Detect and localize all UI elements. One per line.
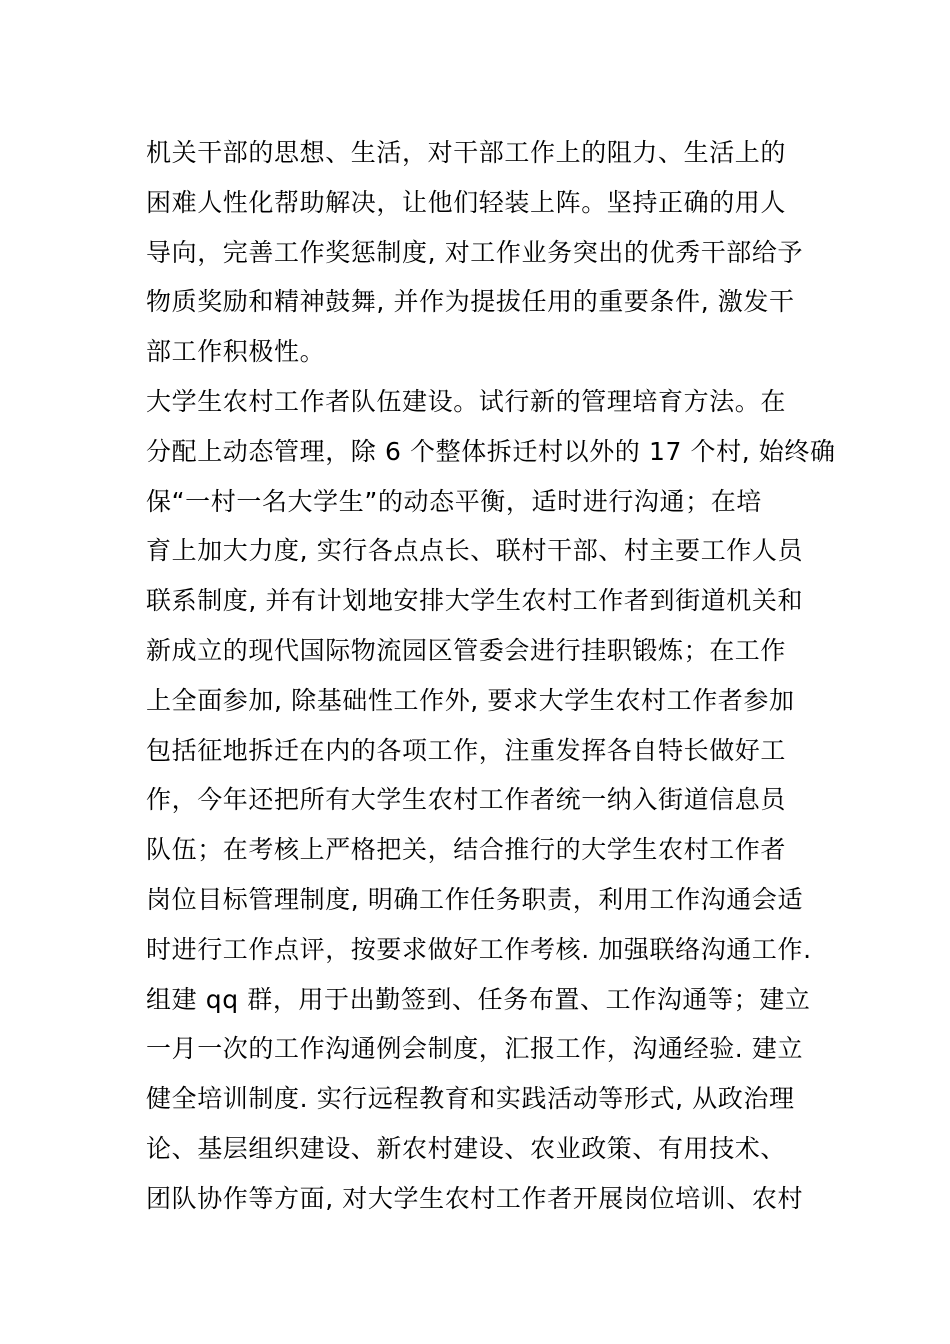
document-body — [146, 128, 836, 1224]
text-line: 育上加大力度, 实行各点点长、联村干部、村主要工作人员 — [146, 536, 804, 566]
text-line: 组建 qq 群，用于出勤签到、任务布置、工作沟通等；建立 — [146, 984, 811, 1014]
text-line: 时进行工作点评，按要求做好工作考核. 加强联络沟通工作. — [146, 934, 812, 964]
text-line: 一月一次的工作沟通例会制度，汇报工作，沟通经验. 建立 — [146, 1034, 804, 1064]
text-line: 困难人性化帮助解决，让他们轻装上阵。坚持正确的用人 — [146, 187, 787, 217]
text-line: 队伍；在考核上严格把关，结合推行的大学生农村工作者 — [146, 835, 787, 865]
text-line: 部工作积极性。 — [146, 337, 326, 367]
text-line: 导向，完善工作奖惩制度, 对工作业务突出的优秀干部给予 — [146, 237, 804, 267]
text-line: 保“一村一名大学生”的动态平衡，适时进行沟通；在培 — [146, 486, 762, 516]
text-line: 物质奖励和精神鼓舞, 并作为提拔任用的重要条件, 激发干 — [146, 287, 795, 317]
text-line: 论、基层组织建设、新农村建设、农业政策、有用技术、 — [146, 1133, 787, 1163]
text-line: 联系制度, 并有计划地安排大学生农村工作者到街道机关和 — [146, 586, 804, 616]
text-line: 大学生农村工作者队伍建设。试行新的管理培育方法。在 — [146, 386, 787, 416]
text-line: 上全面参加, 除基础性工作外, 要求大学生农村工作者参加 — [146, 685, 795, 715]
text-line: 分配上动态管理，除 6 个整体拆迁村以外的 17 个村, 始终确 — [146, 436, 836, 466]
text-line: 包括征地拆迁在内的各项工作，注重发挥各自特长做好工 — [146, 735, 787, 765]
text-line: 作，今年还把所有大学生农村工作者统一纳入街道信息员 — [146, 785, 787, 815]
text-line: 健全培训制度. 实行远程教育和实践活动等形式, 从政治理 — [146, 1084, 795, 1114]
text-line: 机关干部的思想、生活，对干部工作上的阻力、生活上的 — [146, 138, 787, 167]
text-line: 新成立的现代国际物流园区管委会进行挂职锻炼；在工作 — [146, 635, 787, 665]
text-line: 岗位目标管理制度, 明确工作任务职责，利用工作沟通会适 — [146, 884, 804, 914]
text-line: 团队协作等方面, 对大学生农村工作者开展岗位培训、农村 — [146, 1183, 804, 1213]
